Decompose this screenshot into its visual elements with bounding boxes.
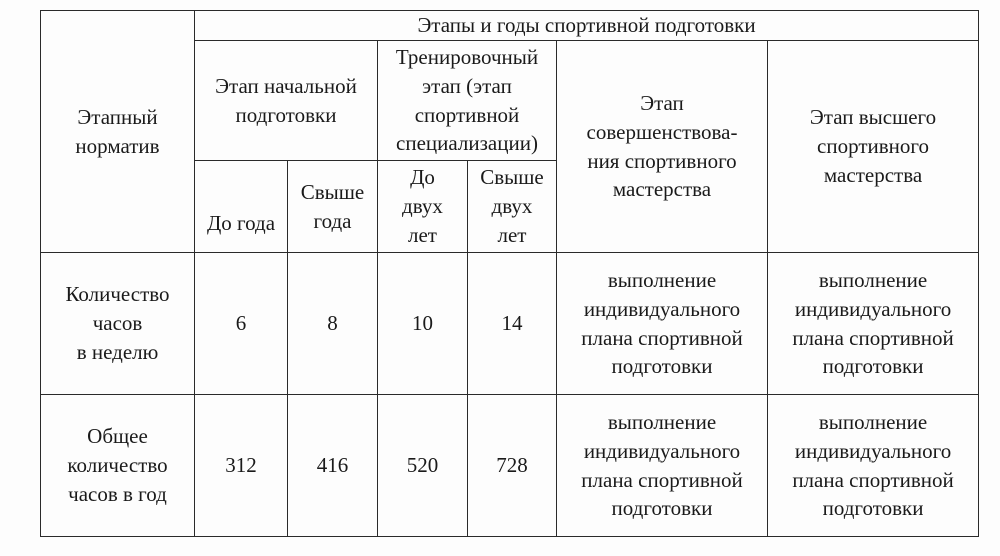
header-line: двух bbox=[491, 194, 533, 219]
header-sub-initial-1 bbox=[195, 161, 288, 253]
header-line: мастерства bbox=[612, 177, 712, 202]
header-normative-line: Этапный bbox=[77, 104, 158, 129]
row-label-hours-week bbox=[41, 253, 195, 395]
header-stage-improvement bbox=[557, 41, 768, 253]
header-line: Свыше bbox=[480, 165, 544, 190]
table-row bbox=[41, 395, 979, 537]
cell-line: выполнение bbox=[818, 267, 928, 292]
cell-value: 10 bbox=[378, 253, 468, 395]
header-line: Этап bbox=[640, 90, 684, 115]
header-normative-line: норматив bbox=[75, 133, 160, 158]
cell-value: 416 bbox=[288, 395, 378, 537]
header-line: двух bbox=[402, 194, 443, 219]
header-sub-training-2 bbox=[468, 161, 557, 253]
header-line: спортивной bbox=[414, 102, 520, 127]
document-page bbox=[40, 10, 978, 536]
header-line: совершенствова- bbox=[586, 119, 738, 144]
cell-value: 728 bbox=[468, 395, 557, 537]
cell-line: выполнение bbox=[818, 409, 928, 434]
header-line: До года bbox=[206, 211, 276, 236]
cell-line: подготовки bbox=[822, 354, 924, 379]
cell-line: подготовки bbox=[611, 354, 713, 379]
cell-value: 14 bbox=[468, 253, 557, 395]
cell-line: подготовки bbox=[611, 496, 713, 521]
header-line: Свыше bbox=[300, 179, 365, 204]
cell-line: плана спортивной bbox=[792, 325, 954, 350]
header-sub-initial-2 bbox=[288, 161, 378, 253]
header-stage-highest bbox=[768, 41, 979, 253]
training-norms-table bbox=[40, 10, 979, 537]
header-line: подготовки bbox=[235, 102, 337, 127]
cell-line: плана спортивной bbox=[581, 325, 743, 350]
cell-value: 312 bbox=[195, 395, 288, 537]
row-label-line: Количество bbox=[65, 282, 170, 307]
row-label-hours-year bbox=[41, 395, 195, 537]
header-line: мастерства bbox=[823, 162, 923, 187]
cell-highest bbox=[768, 253, 979, 395]
cell-value: 8 bbox=[288, 253, 378, 395]
cell-improvement bbox=[557, 395, 768, 537]
cell-line: индивидуального bbox=[583, 438, 741, 463]
header-line: До bbox=[410, 165, 435, 190]
cell-line: плана спортивной bbox=[581, 467, 743, 492]
row-label-line: часов bbox=[92, 311, 143, 336]
header-normative bbox=[41, 11, 195, 253]
header-sub-training-1 bbox=[378, 161, 468, 253]
header-line: спортивного bbox=[817, 134, 929, 159]
row-label-line: количество bbox=[67, 453, 168, 478]
cell-line: выполнение bbox=[607, 409, 717, 434]
header-row-1 bbox=[41, 11, 979, 41]
cell-line: индивидуального bbox=[583, 296, 741, 321]
cell-line: индивидуального bbox=[794, 296, 952, 321]
header-line: Тренировочный bbox=[395, 44, 539, 69]
header-line: Этап высшего bbox=[809, 105, 937, 130]
cell-value: 6 bbox=[195, 253, 288, 395]
header-line: лет bbox=[408, 222, 437, 247]
header-stage-initial bbox=[195, 41, 378, 161]
header-stages-group: Этапы и годы спортивной подготовки bbox=[195, 11, 979, 41]
table-row bbox=[41, 253, 979, 395]
cell-line: выполнение bbox=[607, 267, 717, 292]
row-label-line: Общее bbox=[87, 424, 148, 449]
row-label-line: в неделю bbox=[76, 339, 159, 364]
cell-improvement bbox=[557, 253, 768, 395]
header-line: ния спортивного bbox=[587, 148, 737, 173]
header-line: лет bbox=[497, 222, 527, 247]
header-line: года bbox=[313, 208, 352, 233]
cell-line: индивидуального bbox=[794, 438, 952, 463]
row-label-line: часов в год bbox=[68, 481, 167, 506]
header-stage-training bbox=[378, 41, 557, 161]
cell-line: плана спортивной bbox=[792, 467, 954, 492]
cell-highest bbox=[768, 395, 979, 537]
header-line: Этап начальной bbox=[215, 73, 357, 98]
header-line: этап (этап bbox=[422, 73, 512, 98]
header-line: специализации) bbox=[396, 131, 538, 156]
cell-value: 520 bbox=[378, 395, 468, 537]
cell-line: подготовки bbox=[822, 496, 924, 521]
